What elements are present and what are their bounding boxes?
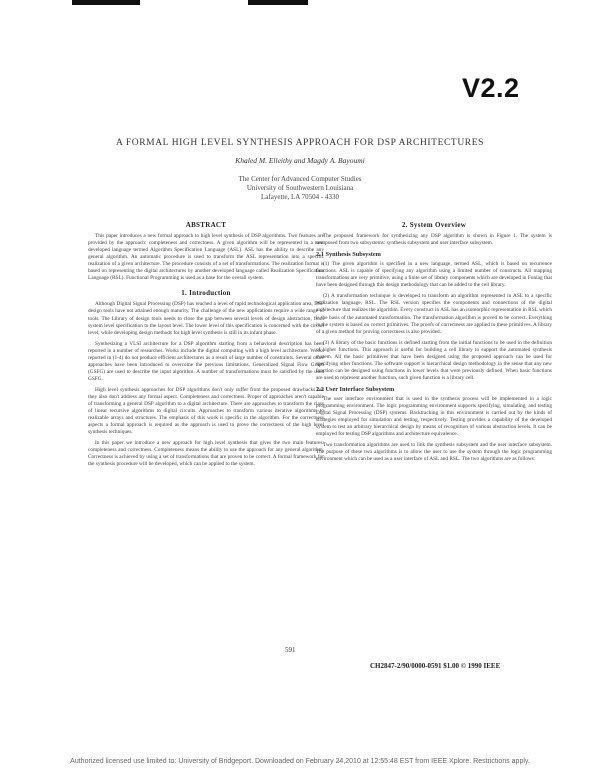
- ui-paragraph: Two transformation algorithms are used to link the synthesis subsystem and the user interface subsystem. The purpose of these two algorithms is to allow the user to use the system through the logic programming environment which can be used as a user interface of ASL and RSL. The two algorithms are as follows:: [316, 442, 552, 463]
- paper-authors: Khaled M. Elleithy and Magdy A. Bayoumi: [235, 156, 365, 165]
- synthesis-paragraph: (2) A transformation technique is developed to transform an algorithm represented in ASL to a specific realization language, RSL. The RSL version specifies the components and connections of the digital architecture that realizes the algorithm. Every construct in ASL has an isomorphic representation in RSL which is the basis of the automated transformation. The transformation algorithm is proved to be correct. Everything in the system is based on correct primitives. The proofs of correctness are applied to these primitives. A library of a given method for proving correctness is also provided.: [316, 293, 552, 335]
- overview-paragraph: The proposed framework for synthesizing any DSP algorithm is shown in Figure 1. The system is composed from two subsystems: synthesis subsystem and user interface subsystem.: [316, 233, 552, 247]
- right-column: [316, 220, 552, 467]
- scan-edge-bar-left: [72, 0, 140, 5]
- affiliation-line: The Center for Advanced Computer Studies: [238, 175, 362, 183]
- ui-paragraph: The user interface environment that is used in the synthesis process will be implemented in a logic programming environment. The logic programming environment supports specifying, simulating, and testing Digital Signal Processing (DSP) systems. Backtracking in this environment is carried out by the kinds of strategies employed for simulation and testing, respectively. Testing provides a capability of the developed system to test an arbitrary hierarchical design by means of recognition of various abstraction levels. It can be employed for testing DSP algorithms and architecture equivalence.: [316, 395, 552, 438]
- version-label: V2.2: [462, 73, 520, 103]
- affiliation-line: Lafayette, LA 70504 - 4330: [261, 193, 339, 201]
- page-number: 591: [285, 646, 296, 654]
- author-affiliation: [60, 175, 540, 202]
- publication-code: CH2847-2/90/0000-0591 $1.00 © 1990 IEEE: [370, 662, 501, 670]
- license-footer: Authorized licensed use limited to: University of Bridgeport. Downloaded on February 24,2010 at 12:55:48 EST from IEEE Xplore. Restrictions apply.: [70, 758, 530, 765]
- intro-paragraph: High level synthesis approaches for DSP algorithms don't only suffer from the proposed drawbacks but they also don't address any formal aspect. Completeness and correctness. Proper of approaches aren't capable of transforming a general DSP algorithm to a digital architecture. There are approaches to transform the class of linear recursive algorithms to digital circuits. Approaches to transform various iterative algorithms to realizable arrays and structures. The emphasis of this work is specific in the algorithm. For the correctness aspects a formal approach is required as the approach is used to prove the correctness of the high level synthesis techniques.: [88, 386, 324, 436]
- user-interface-subsystem-heading: 2.2 User Interface Subsystem: [316, 385, 395, 393]
- affiliation-line: University of Southwestern Louisiana: [246, 184, 354, 192]
- abstract-text: This paper introduces a new formal approach to high level synthesis of DSP algorithms. Two features are provided by the approach: completeness and correctness. A given algorithm will be represented in a new developed language termed Algorithm Specification Language (ASL). ASL has the ability to describe any general algorithm. An automatic procedure is used to transform the ASL representation into a specific realization of a given architecture. The procedure consists of a set of transformations. The realization format is based on representing the digital architectures by another developed language called Realization Specification Language (RSL). Functional Programming is used as a base for the overall system.: [88, 233, 324, 282]
- introduction-heading: 1. Introduction: [181, 289, 231, 298]
- abstract-heading: ABSTRACT: [185, 221, 227, 229]
- left-column: [88, 220, 324, 472]
- synthesis-paragraph: (1) The given algorithm is specified in a new language, termed ASL, which is based on recurrence functions. ASL is capable of specifying any algorithm using a limited number of constructs. All mapping transformations are very primitive, using a finite set of library components which are developed in Funlag that have been designed through this design methodology that can be added to the cell library.: [316, 261, 552, 289]
- paper-title: A FORMAL HIGH LEVEL SYNTHESIS APPROACH FOR DSP ARCHITECTURES: [115, 138, 485, 148]
- synthesis-subsystem-heading: 2.1 Synthesis Subsystem: [316, 251, 381, 259]
- scan-edge-bar-right: [248, 0, 308, 5]
- intro-paragraph: Synthesizing a VLSI architecture for a DSP algorithm starting from a behavioral description has been reported in a number of researches. Works include the digital computing with a high level architecture. Works reported in (1-4) do not produce efficient architectures as a result of large number of constraints. Several other approaches have been introduced to overcome the previous limitations. Generalized Signal Flow Graph (GSFG) are used to describe the input algorithm. A number of transformations must be satisfied by the used GSFG.: [88, 340, 324, 382]
- intro-paragraph: Although Digital Signal Processing (DSP) has reached a level of rapid technological application area, DSP design tools have not attained enough maturity. The challenge of the new applications require a wide range of tools. The Library of design tools needs to close the gap between several levels of design abstraction, from system level specification to the layout level. The lower level of this specification is concerned with the circuit level, while developing design methods for high level synthesis is still in its infant phase.: [88, 301, 324, 336]
- system-overview-heading: 2. System Overview: [401, 221, 467, 229]
- intro-paragraph: In this paper we introduce a new approach for high level synthesis that gives the two main features: completeness and correctness. Completeness means the ability to use the approach for any general algorithm. Correctness is achieved by using a set of transformations that are proven to be correct. A formal framework for the synthesis procedure will be developed, which can be applied to the system.: [88, 440, 324, 468]
- synthesis-paragraph: (3) A library of the basic functions is defined starting from the initial functions to be used in the definition of higher functions. This approach is useful for building a cell library to support the automated synthesis system. All the basic primitives that have been designed using the proposed approach can be used for specifying other functions. The software support is hierarchical design methodology in the sense that any new function can be designed using functions in lower levels that were previously defined. When basic functions are used to represent another function, such given function is a library cell.: [316, 339, 552, 381]
